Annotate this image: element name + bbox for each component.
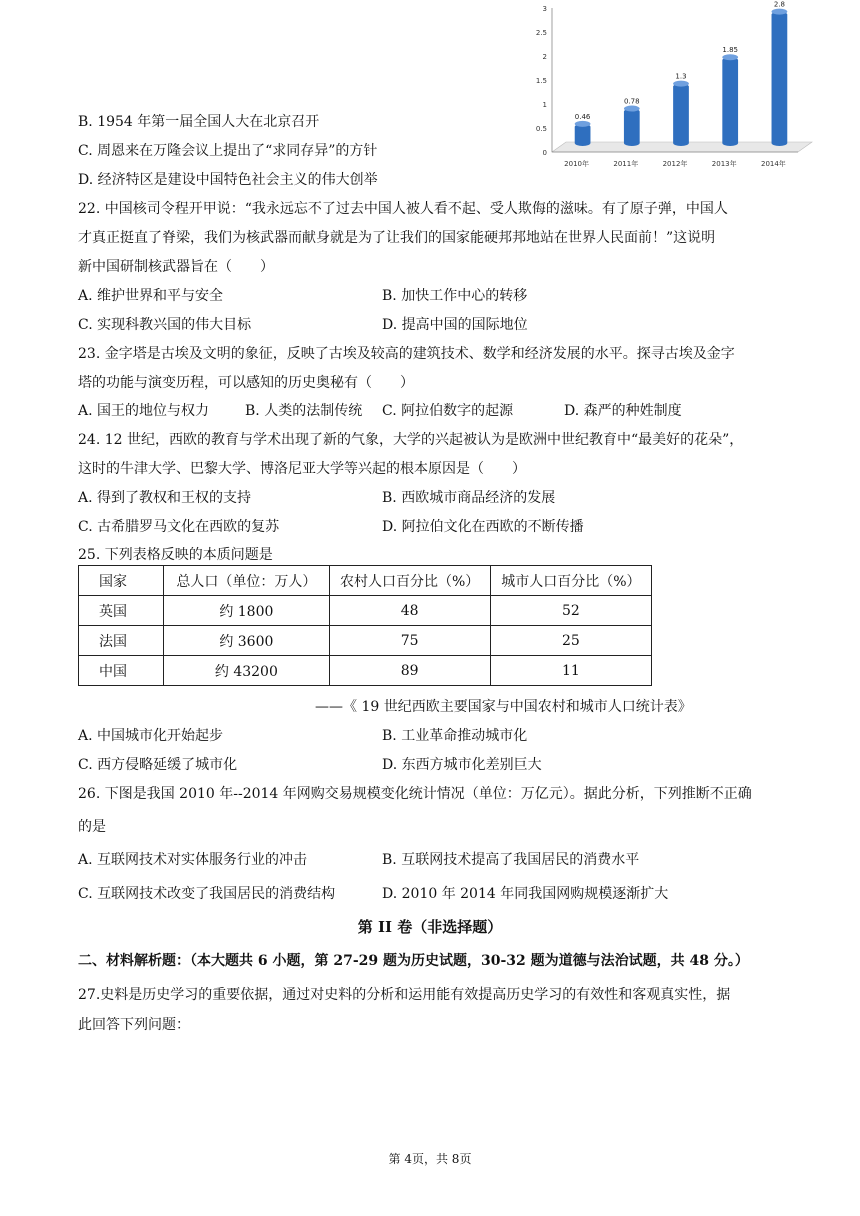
data-label: 0.46 xyxy=(574,112,591,121)
q22-option-a: A. 维护世界和平与安全 xyxy=(78,288,224,304)
y-tick-label: 1 xyxy=(542,101,547,109)
table-cell: 约 1800 xyxy=(164,596,329,626)
bar xyxy=(772,12,788,146)
q24-option-d: D. 阿拉伯文化在西欧的不断传播 xyxy=(382,519,584,535)
table-cell: 英国 xyxy=(79,596,164,626)
q22-stem-line1: 22. 中国核司令程开甲说：“我永远忘不了过去中国人被人看不起、受人欺侮的滋味。有了原子弹，中国人 xyxy=(78,201,728,217)
table-cell: 约 3600 xyxy=(164,626,329,656)
online-shopping-bar-chart xyxy=(530,0,820,176)
table-header-cell: 农村人口百分比（%） xyxy=(329,566,490,596)
q25-stem: 25. 下列表格反映的本质问题是 xyxy=(78,547,273,563)
section-2-title: 第 II 卷（非选择题） xyxy=(357,918,503,936)
q25-option-d: D. 东西方城市化差别巨大 xyxy=(382,757,542,773)
q26-stem-line1: 26. 下图是我国 2010 年--2014 年网购交易规模变化统计情况（单位：万亿元）。据此分析，下列推断不正确 xyxy=(78,786,752,802)
y-tick-label: 0.5 xyxy=(535,125,547,133)
q26-stem-line2: 的是 xyxy=(78,819,106,835)
table-header-cell: 总人口（单位：万人） xyxy=(164,566,329,596)
q24-option-a: A. 得到了教权和王权的支持 xyxy=(78,490,252,506)
q21-option-d: D. 经济特区是建设中国特色社会主义的伟大创举 xyxy=(78,172,378,188)
bar-top xyxy=(722,54,738,60)
q25-table-source: ——《 19 世纪西欧主要国家与中国农村和城市人口统计表》 xyxy=(315,699,692,715)
table-cell: 48 xyxy=(329,596,490,626)
q23-option-b: B. 人类的法制传统 xyxy=(245,403,363,419)
q22-stem-line3: 新中国研制核武器旨在（ ） xyxy=(78,259,274,275)
bar-top xyxy=(624,106,640,112)
table-header-row xyxy=(79,566,652,596)
x-tick-label: 2011年 xyxy=(613,160,639,168)
q26-option-b: B. 互联网技术提高了我国居民的消费水平 xyxy=(382,852,640,868)
table-cell: 75 xyxy=(329,626,490,656)
q26-option-a: A. 互联网技术对实体服务行业的冲击 xyxy=(78,852,308,868)
page-footer: 第 4页，共 8页 xyxy=(388,1152,472,1166)
table-cell: 约 43200 xyxy=(164,656,329,686)
y-tick-label: 2 xyxy=(542,53,547,61)
population-table xyxy=(78,565,652,686)
data-label: 2.8 xyxy=(773,0,785,9)
q21-option-c: C. 周恩来在万隆会议上提出了“求同存异”的方针 xyxy=(78,143,378,159)
q23-stem-line1: 23. 金字塔是古埃及文明的象征，反映了古埃及较高的建筑技术、数学和经济发展的水平。探寻古埃及金字 xyxy=(78,346,735,362)
q27-stem-line1: 27.史料是历史学习的重要依据，通过对史料的分析和运用能有效提高历史学习的有效性和客观真实性，据 xyxy=(78,987,731,1003)
q23-option-a: A. 国王的地位与权力 xyxy=(78,403,210,419)
table-row xyxy=(79,626,652,656)
bar-top xyxy=(673,81,689,87)
bar xyxy=(673,84,689,146)
x-tick-label: 2013年 xyxy=(711,160,737,168)
q27-stem-line2: 此回答下列问题： xyxy=(78,1017,190,1033)
table-cell: 52 xyxy=(490,596,651,626)
q22-option-b: B. 加快工作中心的转移 xyxy=(382,288,528,304)
y-tick-label: 1.5 xyxy=(535,77,547,85)
bar xyxy=(575,124,591,146)
y-tick-label: 0 xyxy=(542,149,547,157)
q24-stem-line1: 24. 12 世纪，西欧的教育与学术出现了新的气象，大学的兴起被认为是欧洲中世纪教育中“最美好的花朵”， xyxy=(78,432,744,448)
q23-option-d: D. 森严的种姓制度 xyxy=(564,403,682,419)
table-header-cell: 城市人口百分比（%） xyxy=(490,566,651,596)
y-tick-label: 3 xyxy=(542,5,547,13)
q22-option-d: D. 提高中国的国际地位 xyxy=(382,317,528,333)
bar-top xyxy=(575,121,591,127)
data-label: 0.78 xyxy=(624,97,640,106)
table-cell: 89 xyxy=(329,656,490,686)
q22-option-c: C. 实现科教兴国的伟大目标 xyxy=(78,317,252,333)
section-2-heading: 二、材料解析题：（本大题共 6 小题，第 27-29 题为历史试题，30-32 题为道德与法治试题，共 48 分。） xyxy=(78,953,749,969)
table-row xyxy=(79,656,652,686)
q23-option-c: C. 阿拉伯数字的起源 xyxy=(382,403,514,419)
table-cell: 法国 xyxy=(79,626,164,656)
q23-stem-line2: 塔的功能与演变历程，可以感知的历史奥秘有（ ） xyxy=(78,375,414,391)
data-label: 1.3 xyxy=(675,72,687,81)
q24-stem-line2: 这时的牛津大学、巴黎大学、博洛尼亚大学等兴起的根本原因是（ ） xyxy=(78,461,526,477)
table-cell: 11 xyxy=(490,656,651,686)
table-cell: 25 xyxy=(490,626,651,656)
q26-option-c: C. 互联网技术改变了我国居民的消费结构 xyxy=(78,886,336,902)
q26-option-d: D. 2010 年 2014 年同我国网购规模逐渐扩大 xyxy=(382,886,669,902)
q25-option-a: A. 中国城市化开始起步 xyxy=(78,728,224,744)
bar xyxy=(624,109,640,146)
q24-option-c: C. 古希腊罗马文化在西欧的复苏 xyxy=(78,519,280,535)
q25-option-c: C. 西方侵略延缓了城市化 xyxy=(78,757,238,773)
table-row xyxy=(79,596,652,626)
bar xyxy=(722,57,738,146)
x-tick-label: 2014年 xyxy=(760,160,786,168)
q22-stem-line2: 才真正挺直了脊梁，我们为核武器而献身就是为了让我们的国家能硬邦邦地站在世界人民面前！”这说明 xyxy=(78,230,716,246)
q21-option-b: B. 1954 年第一届全国人大在北京召开 xyxy=(78,114,320,130)
x-tick-label: 2012年 xyxy=(662,160,688,168)
y-tick-label: 2.5 xyxy=(535,29,547,37)
x-tick-label: 2010年 xyxy=(564,160,590,168)
bar-top xyxy=(772,9,788,15)
q24-option-b: B. 西欧城市商品经济的发展 xyxy=(382,490,556,506)
data-label: 1.85 xyxy=(722,46,738,55)
table-header-cell: 国家 xyxy=(79,566,164,596)
table-cell: 中国 xyxy=(79,656,164,686)
q25-option-b: B. 工业革命推动城市化 xyxy=(382,728,528,744)
